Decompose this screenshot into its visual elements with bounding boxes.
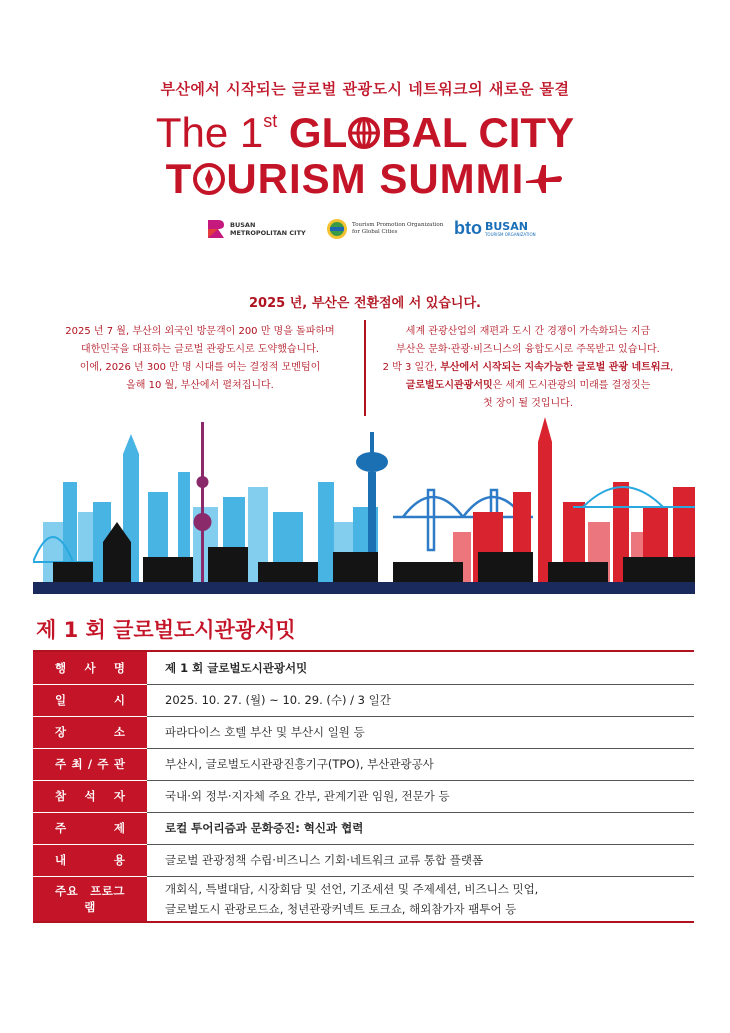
row-label: 장 소 — [33, 716, 147, 748]
tpo-logo-line-1: Tourism Promotion Organization — [352, 222, 444, 228]
bto-mark: bto — [454, 218, 482, 238]
table-row — [33, 716, 694, 748]
row-label: 행 사 명 — [33, 651, 147, 684]
row-label: 참 석 자 — [33, 780, 147, 812]
busan-metropolitan-city-logo — [206, 218, 306, 240]
row-value: 국내·외 정부·지자체 주요 간부, 관계기관 임원, 전문가 등 — [165, 789, 450, 803]
busan-mark-icon — [206, 218, 226, 240]
row-value: 로컬 투어리즘과 문화증진: 혁신과 협력 — [165, 821, 364, 835]
intro-left-line: 올해 10 월, 부산에서 펼쳐집니다. — [126, 380, 274, 391]
table-row — [33, 780, 694, 812]
title-bal-city: BAL CITY — [381, 109, 575, 156]
airplane-icon — [524, 162, 564, 196]
section-title: 제 1 회 글로벌도시관광서밋 — [36, 618, 296, 642]
busan-logo-line-1: BUSAN — [230, 221, 256, 229]
table-row — [33, 651, 694, 684]
intro-right-line: 첫 장이 될 것입니다. — [483, 398, 573, 409]
intro-right-line — [368, 359, 688, 377]
intro-text: , — [670, 362, 674, 373]
row-value: 제 1 회 글로벌도시관광서밋 — [165, 660, 308, 675]
title-ordinal: st — [263, 111, 278, 131]
intro-right-paragraph — [368, 323, 688, 413]
city-skyline-illustration — [33, 412, 695, 594]
event-info-table — [33, 650, 694, 923]
table-row — [33, 748, 694, 780]
compass-icon — [192, 162, 226, 196]
busan-logo-line-2: METROPOLITAN CITY — [230, 229, 306, 237]
table-row — [33, 684, 694, 716]
row-label: 일 시 — [33, 684, 147, 716]
intro-left-line: 2025 년 7 월, 부산의 외국인 방문객이 200 만 명을 돌파하며 — [65, 326, 335, 337]
intro-right-line: 세계 관광산업의 재편과 도시 간 경쟁이 가속화되는 지금 — [405, 326, 651, 337]
table-row — [33, 844, 694, 876]
title-the: The 1 — [155, 109, 264, 156]
table-row — [33, 812, 694, 844]
row-label: 주 최 / 주 관 — [33, 748, 147, 780]
row-value-line: 글로벌도시 관광로드쇼, 청년관광커넥트 토크쇼, 해외참가자 팸투어 등 — [165, 901, 517, 916]
intro-emphasis: 글로벌도시관광서밋 — [405, 380, 493, 391]
intro-left-line: 이에, 2026 년 300 만 명 시대를 여는 결정적 모멘텀이 — [79, 362, 321, 373]
row-value: 파라다이스 호텔 부산 및 부산시 일원 등 — [165, 725, 365, 739]
busan-tourism-organization-logo — [454, 218, 536, 239]
tpo-logo-line-2: for Global Cities — [352, 229, 398, 235]
tpo-logo — [326, 218, 443, 240]
row-label: 내 용 — [33, 844, 147, 876]
partner-logos — [0, 218, 730, 248]
row-label: 주요 프로그램 — [33, 876, 147, 922]
summit-title-line-1 — [0, 109, 730, 156]
intro-right-line — [368, 377, 688, 395]
tagline: 부산에서 시작되는 글로벌 관광도시 네트워크의 새로운 물결 — [160, 80, 570, 98]
row-value: 부산시, 글로벌도시관광진흥기구(TPO), 부산관광공사 — [165, 757, 434, 771]
intro-text: 2 박 3 일간, — [382, 362, 441, 373]
title-gl: GL — [288, 109, 348, 156]
intro-emphasis: 부산에서 시작되는 지속가능한 글로벌 관광 네트워크 — [440, 362, 671, 373]
intro-text: 은 세계 도시관광의 미래를 결정짓는 — [492, 380, 651, 391]
row-label: 주 제 — [33, 812, 147, 844]
tpo-emblem-icon — [326, 218, 348, 240]
bto-sub: TOURISM ORGANIZATION — [484, 231, 536, 237]
row-value: 2025. 10. 27. (월) ~ 10. 29. (수) / 3 일간 — [165, 693, 391, 707]
row-value — [147, 876, 694, 922]
intro-left-paragraph — [40, 323, 360, 395]
row-value-line: 개회식, 특별대담, 시장회담 및 선언, 기조세션 및 주제세션, 비즈니스 밋업, — [165, 881, 539, 896]
summit-title-line-2 — [0, 155, 730, 202]
row-value: 글로벌 관광정책 수립·비즈니스 기회·네트워크 교류 통합 플랫폼 — [165, 853, 484, 867]
bto-name: BUSAN — [484, 219, 528, 233]
title-urism-summi: URISM SUMMI — [226, 155, 525, 202]
globe-icon — [347, 116, 381, 150]
table-row — [33, 876, 694, 922]
intro-divider — [364, 320, 366, 416]
intro-right-line: 부산은 문화·관광·비즈니스의 융합도시로 주목받고 있습니다. — [396, 344, 660, 355]
intro-headline: 2025 년, 부산은 전환점에 서 있습니다. — [249, 296, 481, 311]
intro-left-line: 대한민국을 대표하는 글로벌 관광도시로 도약했습니다. — [80, 344, 320, 355]
title-t: T — [165, 155, 193, 202]
